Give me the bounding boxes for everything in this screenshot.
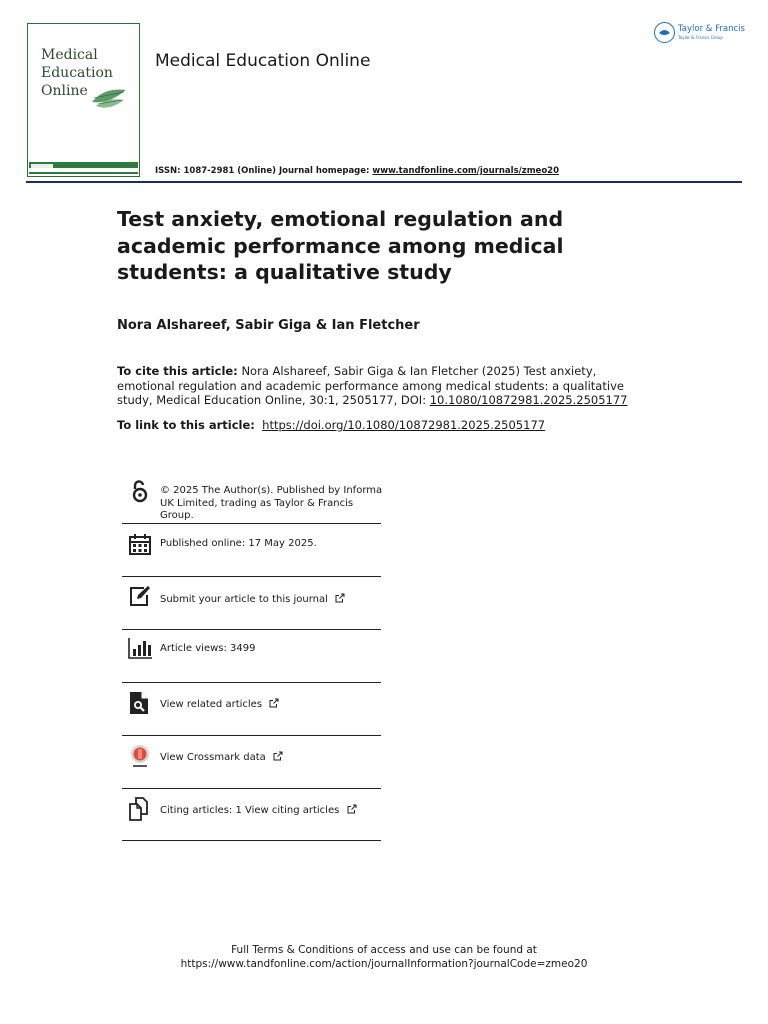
open-access-icon — [128, 480, 152, 504]
cover-strip — [29, 172, 138, 174]
publisher-logo[interactable] — [654, 22, 746, 46]
meta-divider — [122, 682, 381, 683]
citing-text: Citing articles: 1 View citing articles — [160, 805, 340, 816]
leaf-graphic-icon — [90, 84, 128, 114]
crossmark-row[interactable] — [122, 742, 381, 790]
footer-line: Full Terms & Conditions of access and use can be found at — [231, 944, 537, 956]
header-divider — [26, 181, 742, 183]
search-document-icon — [128, 691, 152, 715]
external-link-icon — [347, 804, 357, 814]
article-link-label: To link to this article: — [117, 418, 255, 432]
citation-text: Nora Alshareef, Sabir Giga & Ian Fletcher (2025) Test anxiety, emotional regulation and academic performance among medical students: a qualitative study, Medical Education Online, 30:1, 2505177, DOI: — [117, 364, 624, 407]
journal-homepage-link[interactable]: www.tandfonline.com/journals/zmeo20 — [372, 166, 559, 176]
journal-title: Medical Education Online — [155, 51, 371, 71]
publisher-name: Taylor & Francis — [678, 24, 745, 34]
article-doi-link[interactable]: https://doi.org/10.1080/10872981.2025.2505177 — [262, 418, 546, 432]
open-access-row — [122, 478, 381, 526]
meta-divider — [122, 523, 381, 524]
publisher-subtitle: Taylor & Francis Group — [678, 35, 723, 40]
open-access-text: © 2025 The Author(s). Published by Informa UK Limited, trading as Taylor & Francis Group. — [160, 485, 383, 521]
submit-text: Submit your article to this journal — [160, 594, 328, 605]
footer — [0, 943, 768, 971]
published-row — [122, 530, 381, 578]
views-text: Article views: 3499 — [160, 643, 256, 654]
crossmark-icon — [128, 744, 152, 768]
related-text: View related articles — [160, 699, 263, 710]
published-text: Published online: 17 May 2025. — [160, 538, 317, 549]
external-link-icon — [273, 751, 283, 761]
crossmark-link[interactable] — [160, 751, 384, 765]
article-title: Test anxiety, emotional regulation and academic performance among medical students: a qualitative study — [117, 207, 564, 284]
submit-link[interactable] — [160, 593, 384, 607]
cover-title-line: Medical — [41, 47, 98, 63]
edit-icon — [128, 584, 152, 608]
meta-divider — [122, 840, 381, 841]
issn-line — [155, 166, 559, 176]
article-authors: Nora Alshareef, Sabir Giga & Ian Fletcher — [117, 318, 420, 333]
issn-text: ISSN: 1087-2981 (Online) Journal homepage: — [155, 166, 370, 176]
cover-title-line: Online — [41, 83, 88, 99]
citation-label: To cite this article: — [117, 364, 238, 378]
bar-chart-icon — [128, 636, 152, 660]
article-link-block — [117, 418, 657, 432]
meta-divider — [122, 788, 381, 789]
citation-doi-link[interactable]: 10.1080/10872981.2025.2505177 — [429, 393, 628, 407]
footer-terms-link[interactable]: https://www.tandfonline.com/action/journalInformation?journalCode=zmeo20 — [180, 958, 588, 970]
meta-divider — [122, 735, 381, 736]
meta-divider — [122, 576, 381, 577]
citation-block — [117, 364, 657, 408]
external-link-icon — [335, 593, 345, 603]
meta-divider — [122, 629, 381, 630]
cover-title-line: Education — [41, 65, 113, 81]
crossmark-text: View Crossmark data — [160, 752, 266, 763]
citing-row[interactable] — [122, 795, 381, 843]
citing-link[interactable] — [160, 804, 384, 818]
related-link[interactable] — [160, 698, 384, 712]
submit-row[interactable] — [122, 583, 381, 631]
citing-articles-icon — [128, 797, 152, 821]
journal-cover — [27, 23, 140, 177]
external-link-icon — [269, 698, 279, 708]
views-row — [122, 636, 381, 684]
calendar-icon — [128, 532, 152, 556]
cover-publisher-logo — [31, 164, 53, 168]
publisher-logo-icon — [654, 22, 675, 43]
related-row[interactable] — [122, 689, 381, 737]
